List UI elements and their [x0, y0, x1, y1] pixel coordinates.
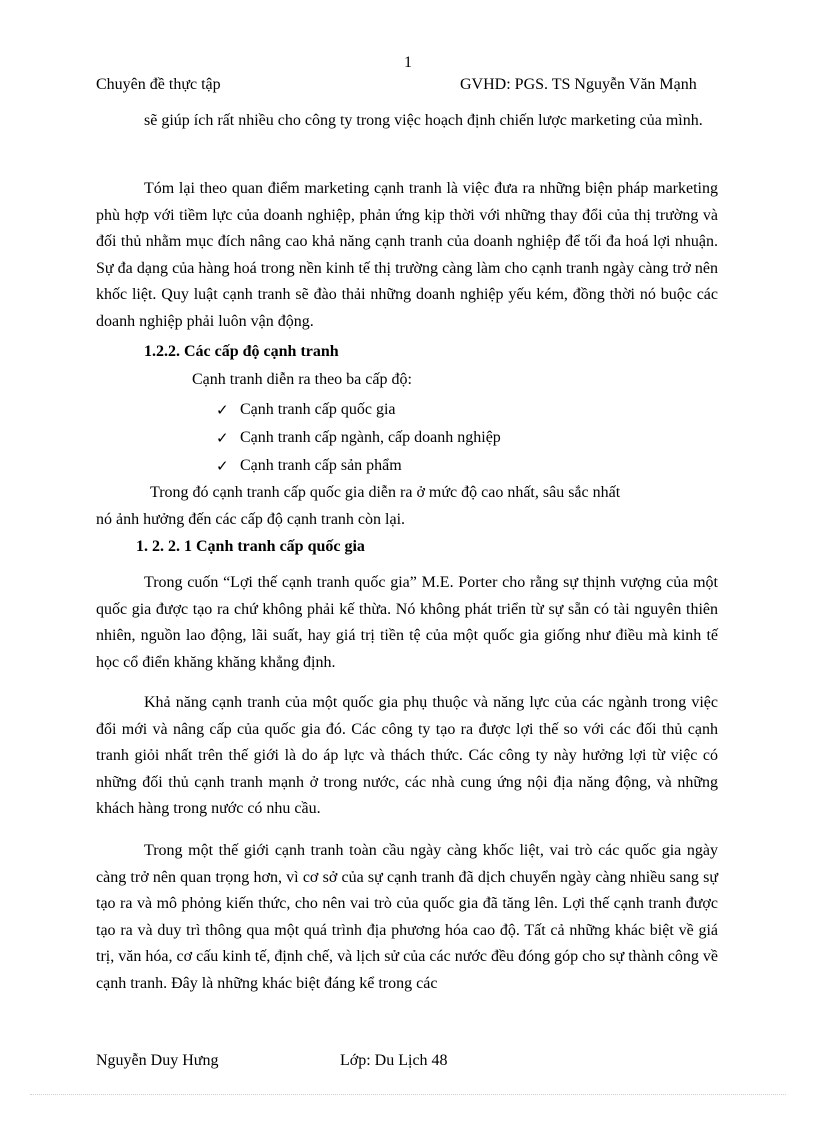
- header-advisor: GVHD: PGS. TS Nguyễn Văn Mạnh: [460, 76, 697, 93]
- paragraph-2: Tóm lại theo quan điểm marketing cạnh tranh là việc đưa ra những biện pháp marketing phù hợp với tiềm lực của doanh nghiệp, phản ứng kịp thời với những thay đổi của thị trường và đối thủ nhằm mục đích nâng cao khả năng cạnh tranh của doanh nghiệp để tối đa hoá lợi nhuận. Sự đa dạng của hàng hoá trong nền kinh tế thị trường càng làm cho cạnh tranh ngày càng trở nên khốc liệt. Quy luật cạnh tranh sẽ đào thải những doanh nghiệp yếu kém, đồng thời nó buộc các doanh nghiệp phải luôn vận động.: [96, 180, 718, 330]
- section-heading-1-2-2-1: 1. 2. 2. 1 Cạnh tranh cấp quốc gia: [136, 538, 365, 555]
- paragraph-1: sẽ giúp ích rất nhiều cho công ty trong việc hoạch định chiến lược marketing của mình.: [144, 112, 703, 129]
- checkmark-icon: ✓: [216, 401, 229, 419]
- list-item: [0, 424, 816, 452]
- list-item: [0, 396, 816, 424]
- paragraph-4: Trong cuốn “Lợi thế cạnh tranh quốc gia” M.E. Porter cho rằng sự thịnh vượng của một quốc gia được tạo ra chứ không phải kế thừa. Nó không phát triển từ sự sẵn có tài nguyên thiên nhiên, nguồn lao động, lãi suất, hay giá trị tiền tệ của một quốc gia giống như điều mà kinh tế học cổ điển khăng khăng khẳng định.: [96, 574, 718, 671]
- footer-class: Lớp: Du Lịch 48: [340, 1052, 448, 1069]
- header-left-title: Chuyên đề thực tập: [96, 76, 221, 93]
- checkmark-icon: ✓: [216, 429, 229, 447]
- paragraph-5: Khả năng cạnh tranh của một quốc gia phụ thuộc và năng lực của các ngành trong việc đổi mới và nâng cấp của quốc gia đó. Các công ty tạo ra được lợi thế so với các đối thủ cạnh tranh giỏi nhất trên thế giới là do áp lực và thách thức. Các công ty này hưởng lợi từ việc có những đối thủ cạnh tranh mạnh ở trong nước, các nhà cung ứng nội địa năng động, và những khách hàng trong nước có nhu cầu.: [96, 694, 718, 818]
- paragraph-3-line-2: nó ảnh hưởng đến các cấp độ cạnh tranh còn lại.: [96, 511, 406, 528]
- page-number: 1: [404, 54, 412, 71]
- levels-list: [0, 396, 816, 480]
- list-item-label: Cạnh tranh cấp sản phẩm: [240, 457, 402, 474]
- footer-author: Nguyễn Duy Hưng: [96, 1052, 219, 1069]
- checkmark-icon: ✓: [216, 457, 229, 475]
- section-heading-1-2-2: 1.2.2. Các cấp độ cạnh tranh: [144, 343, 339, 360]
- footer-divider: [30, 1094, 786, 1095]
- list-item-label: Cạnh tranh cấp ngành, cấp doanh nghiệp: [240, 429, 501, 446]
- paragraph-6: Trong một thế giới cạnh tranh toàn cầu ngày càng khốc liệt, vai trò các quốc gia ngày càng trở nên quan trọng hơn, vì cơ sở của sự cạnh tranh đã dịch chuyển ngày càng nhiều sang sự tạo ra và mô phỏng kiến thức, cho nên vai trò của quốc gia đã tăng lên. Lợi thế cạnh tranh được tạo ra và duy trì thông qua một quá trình địa phương hóa cao độ. Tất cả những khác biệt về giá trị, văn hóa, cơ cấu kinh tế, định chế, và lịch sử của các nước đều đóng góp cho sự thành công về cạnh tranh. Đây là những khác biệt đáng kể trong các: [96, 842, 718, 992]
- levels-intro: Cạnh tranh diễn ra theo ba cấp độ:: [192, 371, 412, 388]
- paragraph-3-line-1: Trong đó cạnh tranh cấp quốc gia diễn ra ở mức độ cao nhất, sâu sắc nhất: [150, 484, 621, 501]
- list-item-label: Cạnh tranh cấp quốc gia: [240, 401, 396, 418]
- list-item: [0, 452, 816, 480]
